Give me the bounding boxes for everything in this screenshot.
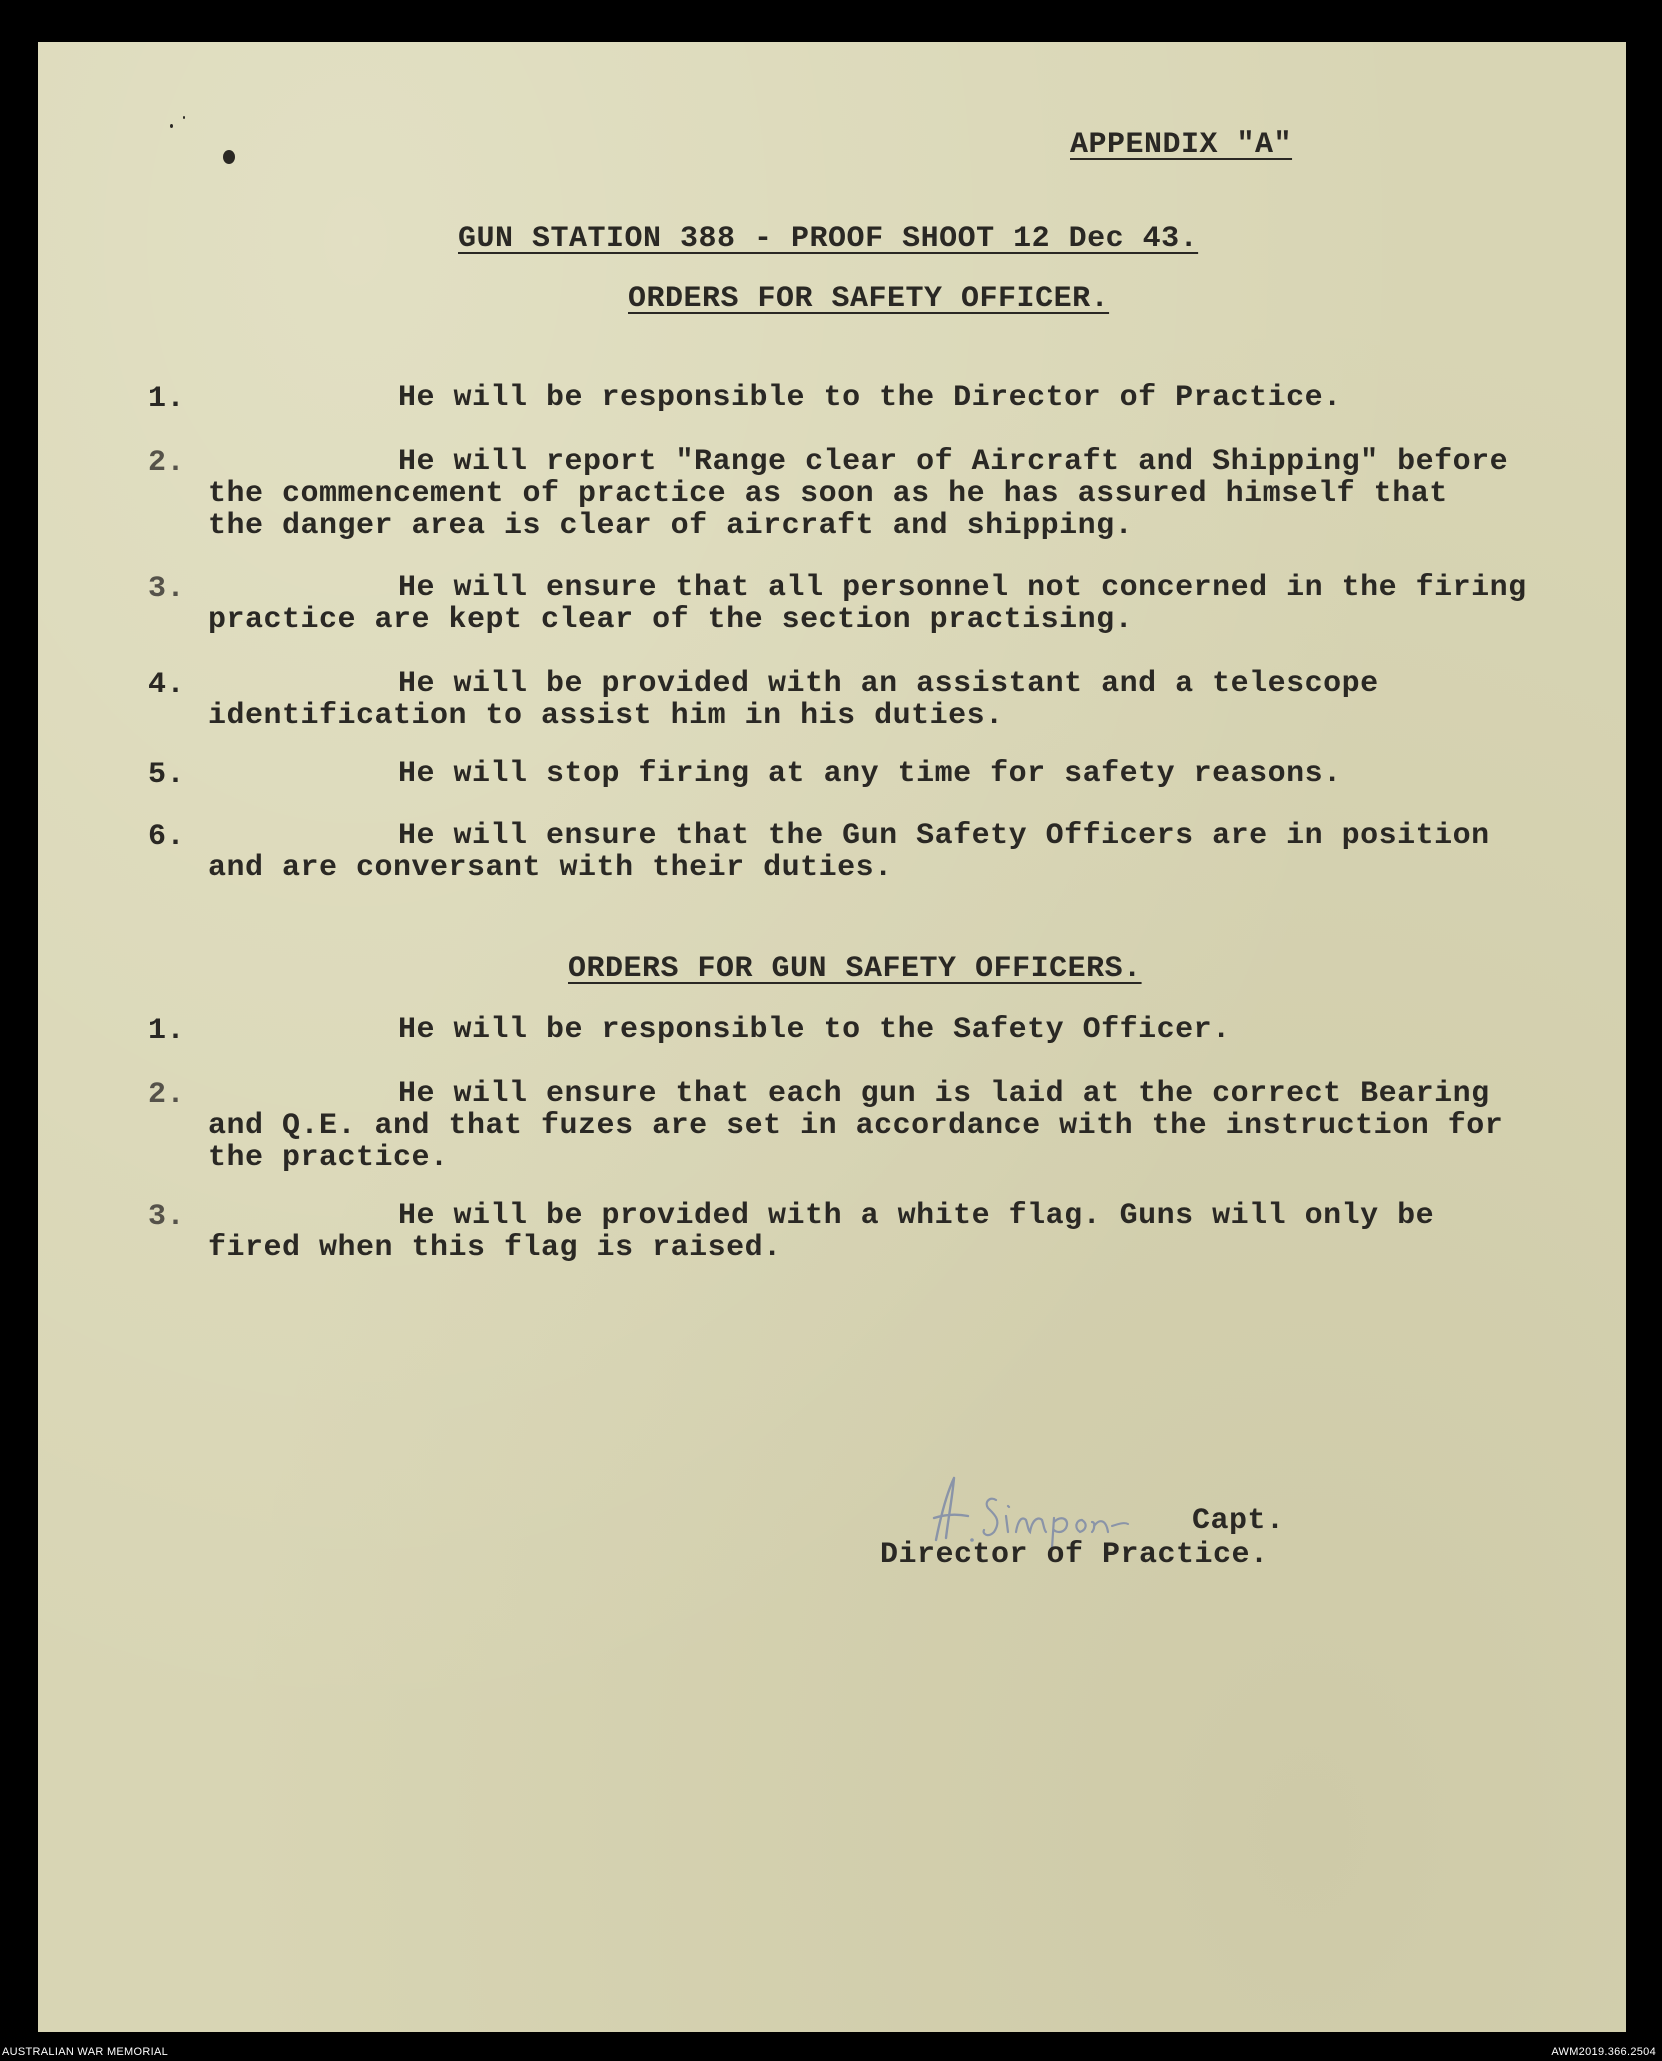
item-number: 1. [148,382,186,416]
order-item [208,1014,1588,1046]
order-line: the practice. [208,1141,449,1175]
item-number: 1. [148,1014,186,1048]
signature-title: Director of Practice. [880,1538,1269,1572]
order-line: He will ensure that each gun is laid at the correct Bearing [398,1077,1490,1111]
order-line: identification to assist him in his duties. [208,699,1004,733]
order-item [208,1200,1588,1264]
order-item [208,572,1588,636]
order-line: the commencement of practice as soon as he has assured himself that [208,477,1448,511]
order-item [208,1078,1588,1174]
ink-smudge [223,150,235,164]
order-item [208,446,1588,542]
document-heading: GUN STATION 388 - PROOF SHOOT 12 Dec 43. [458,222,1199,256]
order-item [208,758,1588,790]
signature-rank: Capt. [1192,1504,1285,1538]
order-item [208,382,1588,414]
order-line: fired when this flag is raised. [208,1231,782,1265]
order-line: He will be responsible to the Director of Practice. [398,381,1342,415]
item-number: 3. [148,1200,186,1234]
order-line: He will ensure that all personnel not concerned in the firing [398,571,1527,605]
ink-dot [183,116,185,119]
order-line: He will be provided with an assistant and a telescope [398,667,1379,701]
order-item [208,820,1588,884]
footer-reference-id: AWM2019.366.2504 [1551,2046,1656,2058]
order-line: He will ensure that the Gun Safety Officers are in position [398,819,1490,853]
order-line: He will stop firing at any time for safety reasons. [398,757,1342,791]
footer-source-label: AUSTRALIAN WAR MEMORIAL [2,2046,169,2058]
order-line: He will report "Range clear of Aircraft and Shipping" before [398,445,1509,479]
appendix-label: APPENDIX "A" [1070,128,1293,162]
order-line: the danger area is clear of aircraft and shipping. [208,509,1134,543]
item-number: 2. [148,1078,186,1112]
order-line: He will be provided with a white flag. Guns will only be [398,1199,1435,1233]
document-page [38,42,1626,2032]
item-number: 4. [148,668,186,702]
section-title-gun-safety-officers: ORDERS FOR GUN SAFETY OFFICERS. [568,952,1142,986]
order-item [208,668,1588,732]
item-number: 6. [148,820,186,854]
item-number: 5. [148,758,186,792]
ink-dot [170,124,173,128]
order-line: and are conversant with their duties. [208,851,893,885]
order-line: He will be responsible to the Safety Officer. [398,1013,1231,1047]
order-line: and Q.E. and that fuzes are set in accordance with the instruction for [208,1109,1504,1143]
item-number: 3. [148,572,186,606]
section-title-safety-officer: ORDERS FOR SAFETY OFFICER. [628,282,1110,316]
order-line: practice are kept clear of the section practising. [208,603,1134,637]
item-number: 2. [148,446,186,480]
